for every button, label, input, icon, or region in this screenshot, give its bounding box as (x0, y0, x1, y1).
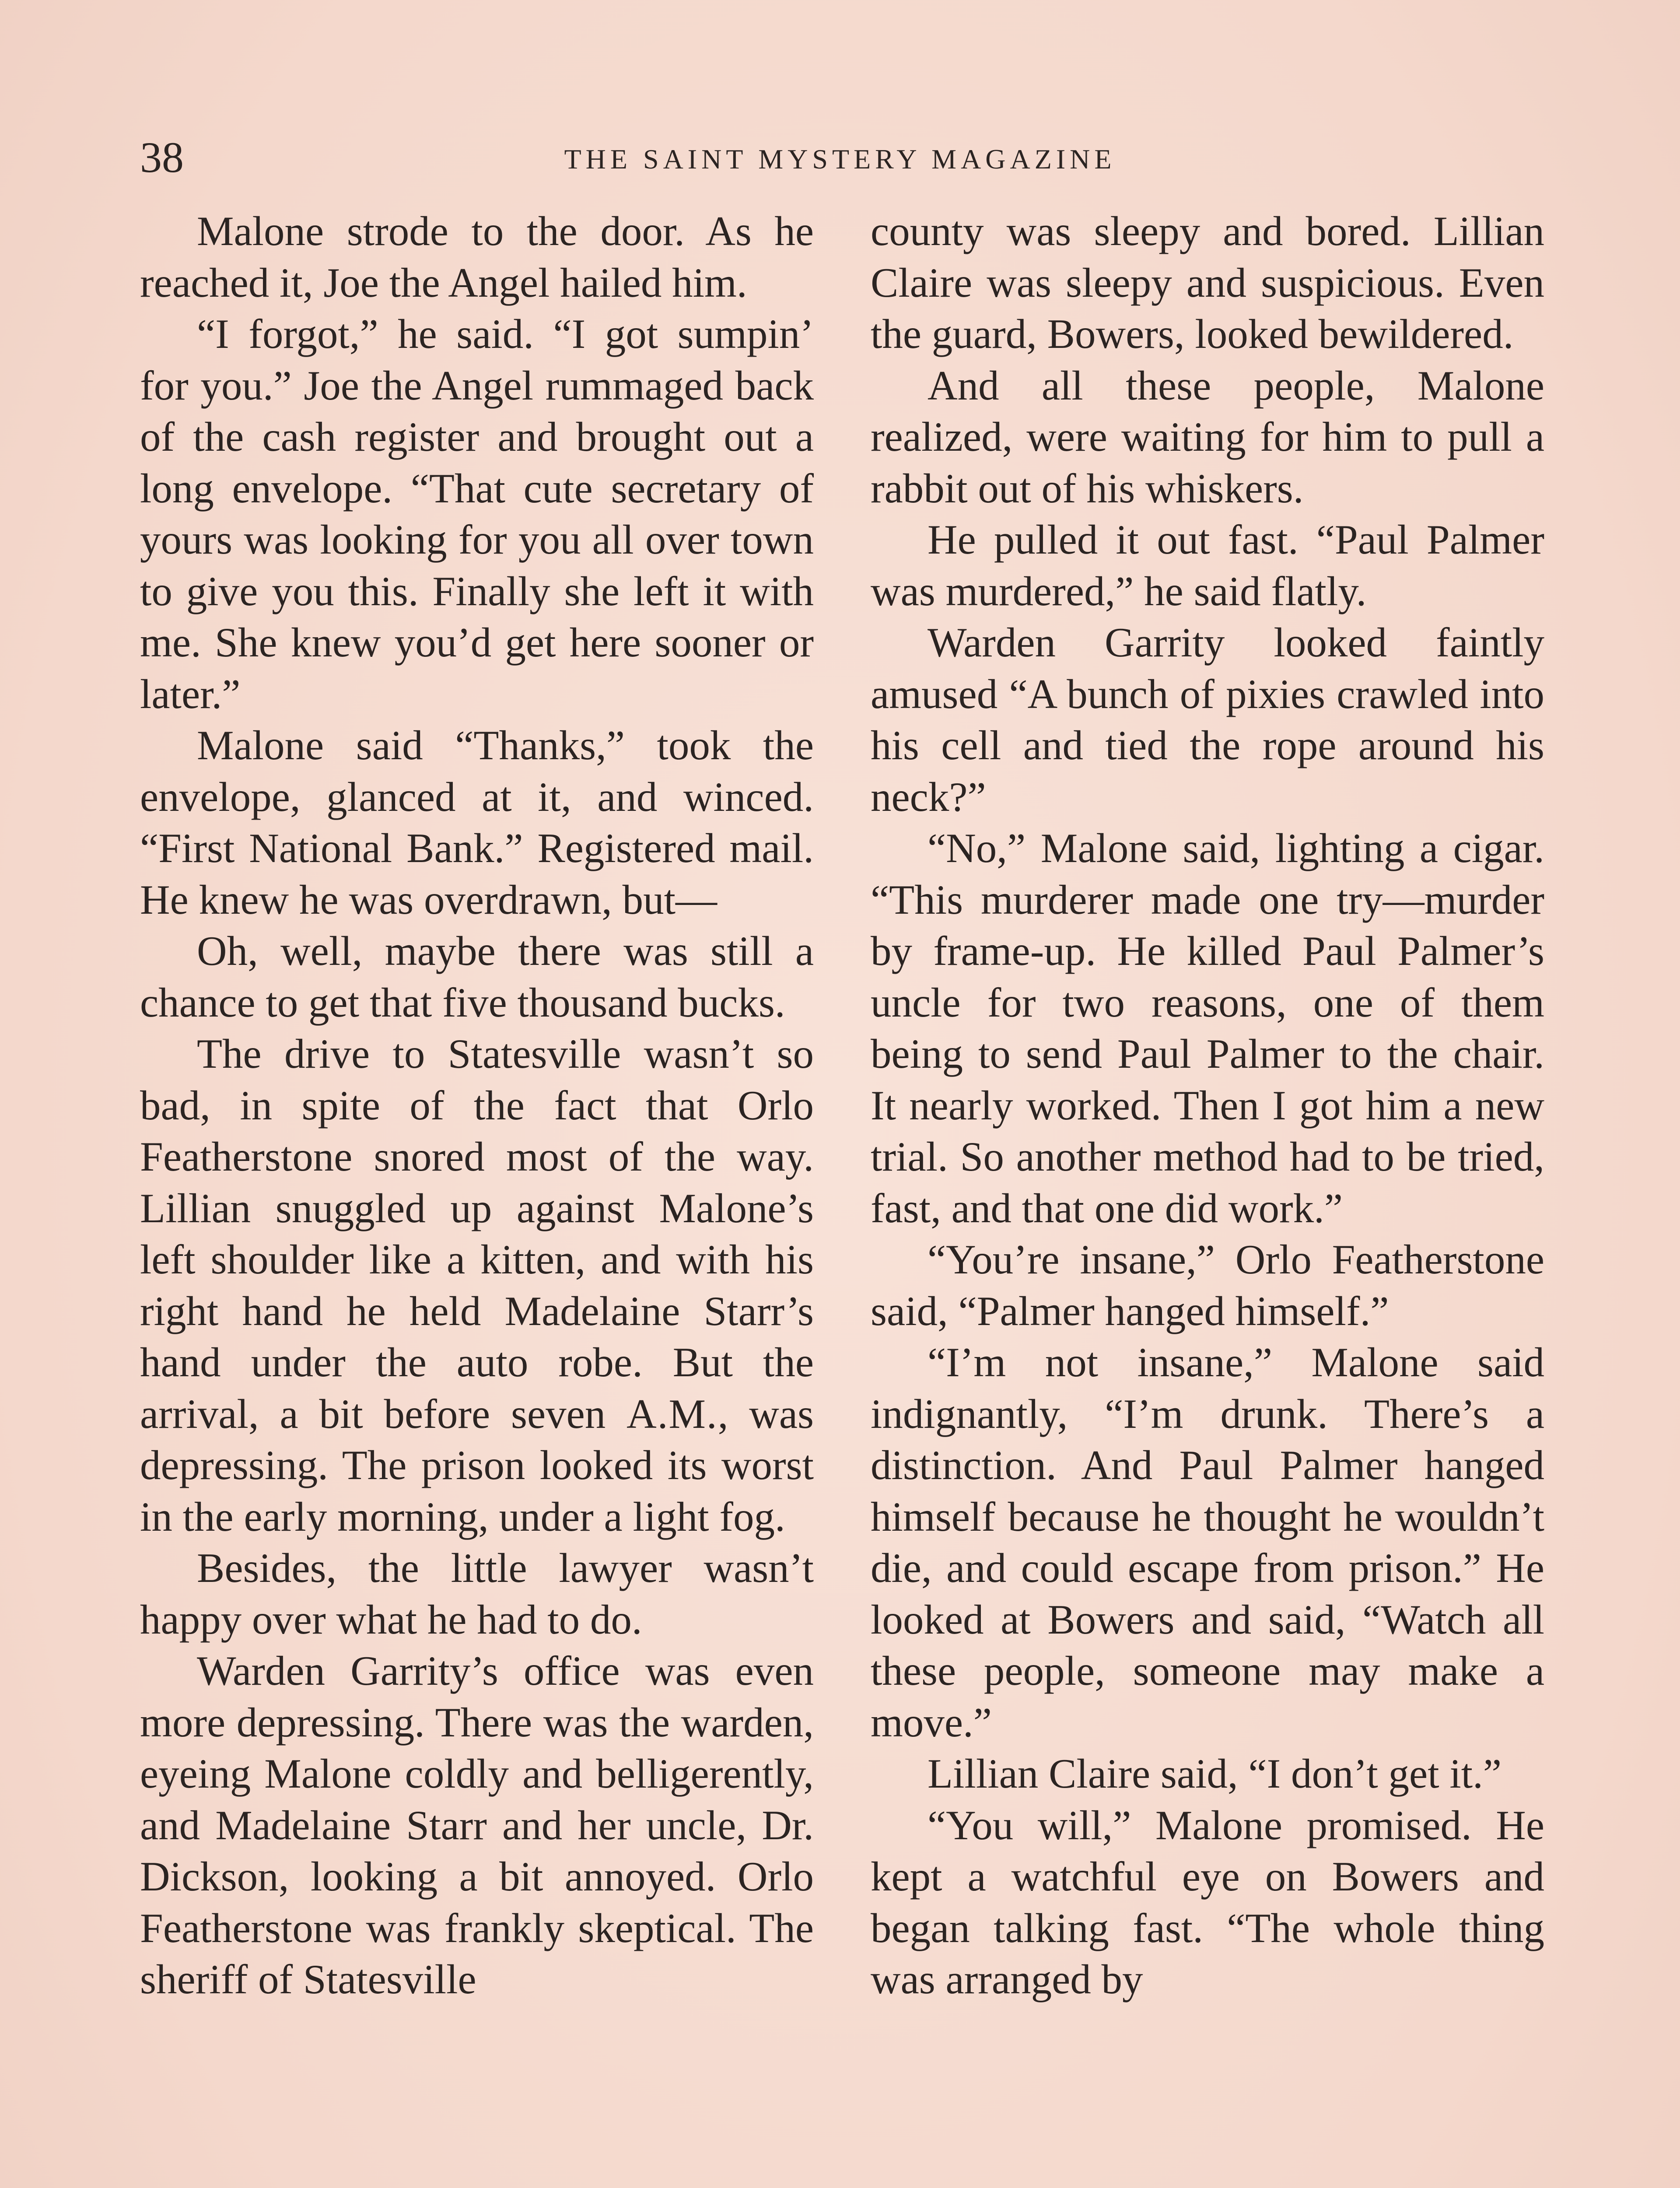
paragraph: And all these people, Malone realized, were waiting for him to pull a rabbit out of his whiskers. (871, 362, 1544, 512)
page-header (140, 131, 1540, 193)
paragraph: “I’m not insane,” Malone said indignantly, “I’m drunk. There’s a distinction. And Paul Palmer hanged himself because he thought he wouldn’t die, and could escape from prison.” He looked at Bowers and said, “Watch all these people, someone may make a move.” (871, 1339, 1544, 1746)
page-number: 38 (140, 133, 184, 182)
paragraph: “I forgot,” he said. “I got sumpin’ for you.” Joe the Angel rummaged back of the cash register and brought out a long envelope. “That cute secretary of yours was looking for you all over town to give you this. Finally she left it with me. She knew you’d get here sooner or later.” (140, 311, 814, 717)
paragraph: Besides, the little lawyer wasn’t happy over what he had to do. (140, 1545, 814, 1643)
paragraph: Warden Garrity looked faintly amused “A bunch of pixies crawled into his cell and tied the rope around his neck?” (871, 619, 1544, 820)
left-column (140, 206, 814, 2006)
right-column (871, 206, 1544, 2006)
paragraph: Oh, well, maybe there was still a chance to get that five thousand bucks. (140, 928, 814, 1026)
paragraph-text: , was depressing. The prison looked its worst in the early morning, under a light fog. (140, 1390, 814, 1540)
time-abbreviation: A.M. (626, 1390, 718, 1437)
paragraph: Malone said “Thanks,” took the envelope, glanced at it, and winced. “First National Bank.” Registered mail. He knew he was overdrawn, but— (140, 722, 814, 923)
paragraph: “You will,” Malone promised. He kept a watchful eye on Bowers and began talking fast. “The whole thing was arranged by (871, 1802, 1544, 2002)
paragraph: Malone strode to the door. As he reached it, Joe the Angel hailed him. (140, 208, 814, 306)
paragraph: “You’re insane,” Orlo Featherstone said, “Palmer hanged himself.” (871, 1236, 1544, 1334)
paragraph (140, 1028, 814, 1543)
running-title: THE SAINT MYSTERY MAGAZINE (564, 144, 1116, 175)
paragraph: “No,” Malone said, lighting a cigar. “This murderer made one try—murder by frame-up. He killed Paul Palmer’s uncle for two reasons, one of them being to send Paul Palmer to the chair. It nearly worked. Then I got him a new trial. So another method had to be tried, fast, and that one did work.” (871, 825, 1544, 1231)
paragraph-continued: county was sleepy and bored. Lillian Claire was sleepy and suspicious. Even the guard, Bowers, looked bewildered. (871, 208, 1544, 357)
paragraph-text: The drive to Statesville wasn’t so bad, in spite of the fact that Orlo Featherstone snored most of the way. Lillian snuggled up against Malone’s left shoulder like a kitten, and with his right hand he held Madelaine Starr’s hand under the auto robe. But the arrival, a bit before seven (140, 1031, 814, 1437)
paragraph: Warden Garrity’s office was even more depressing. There was the warden, eyeing Malone coldly and belligerently, and Madelaine Starr and her uncle, Dr. Dickson, looking a bit annoyed. Orlo Featherstone was frankly skeptical. The sheriff of Statesville (140, 1648, 814, 2002)
paragraph: Lillian Claire said, “I don’t get it.” (928, 1750, 1502, 1797)
paragraph: He pulled it out fast. “Paul Palmer was murdered,” he said flatly. (871, 516, 1544, 614)
